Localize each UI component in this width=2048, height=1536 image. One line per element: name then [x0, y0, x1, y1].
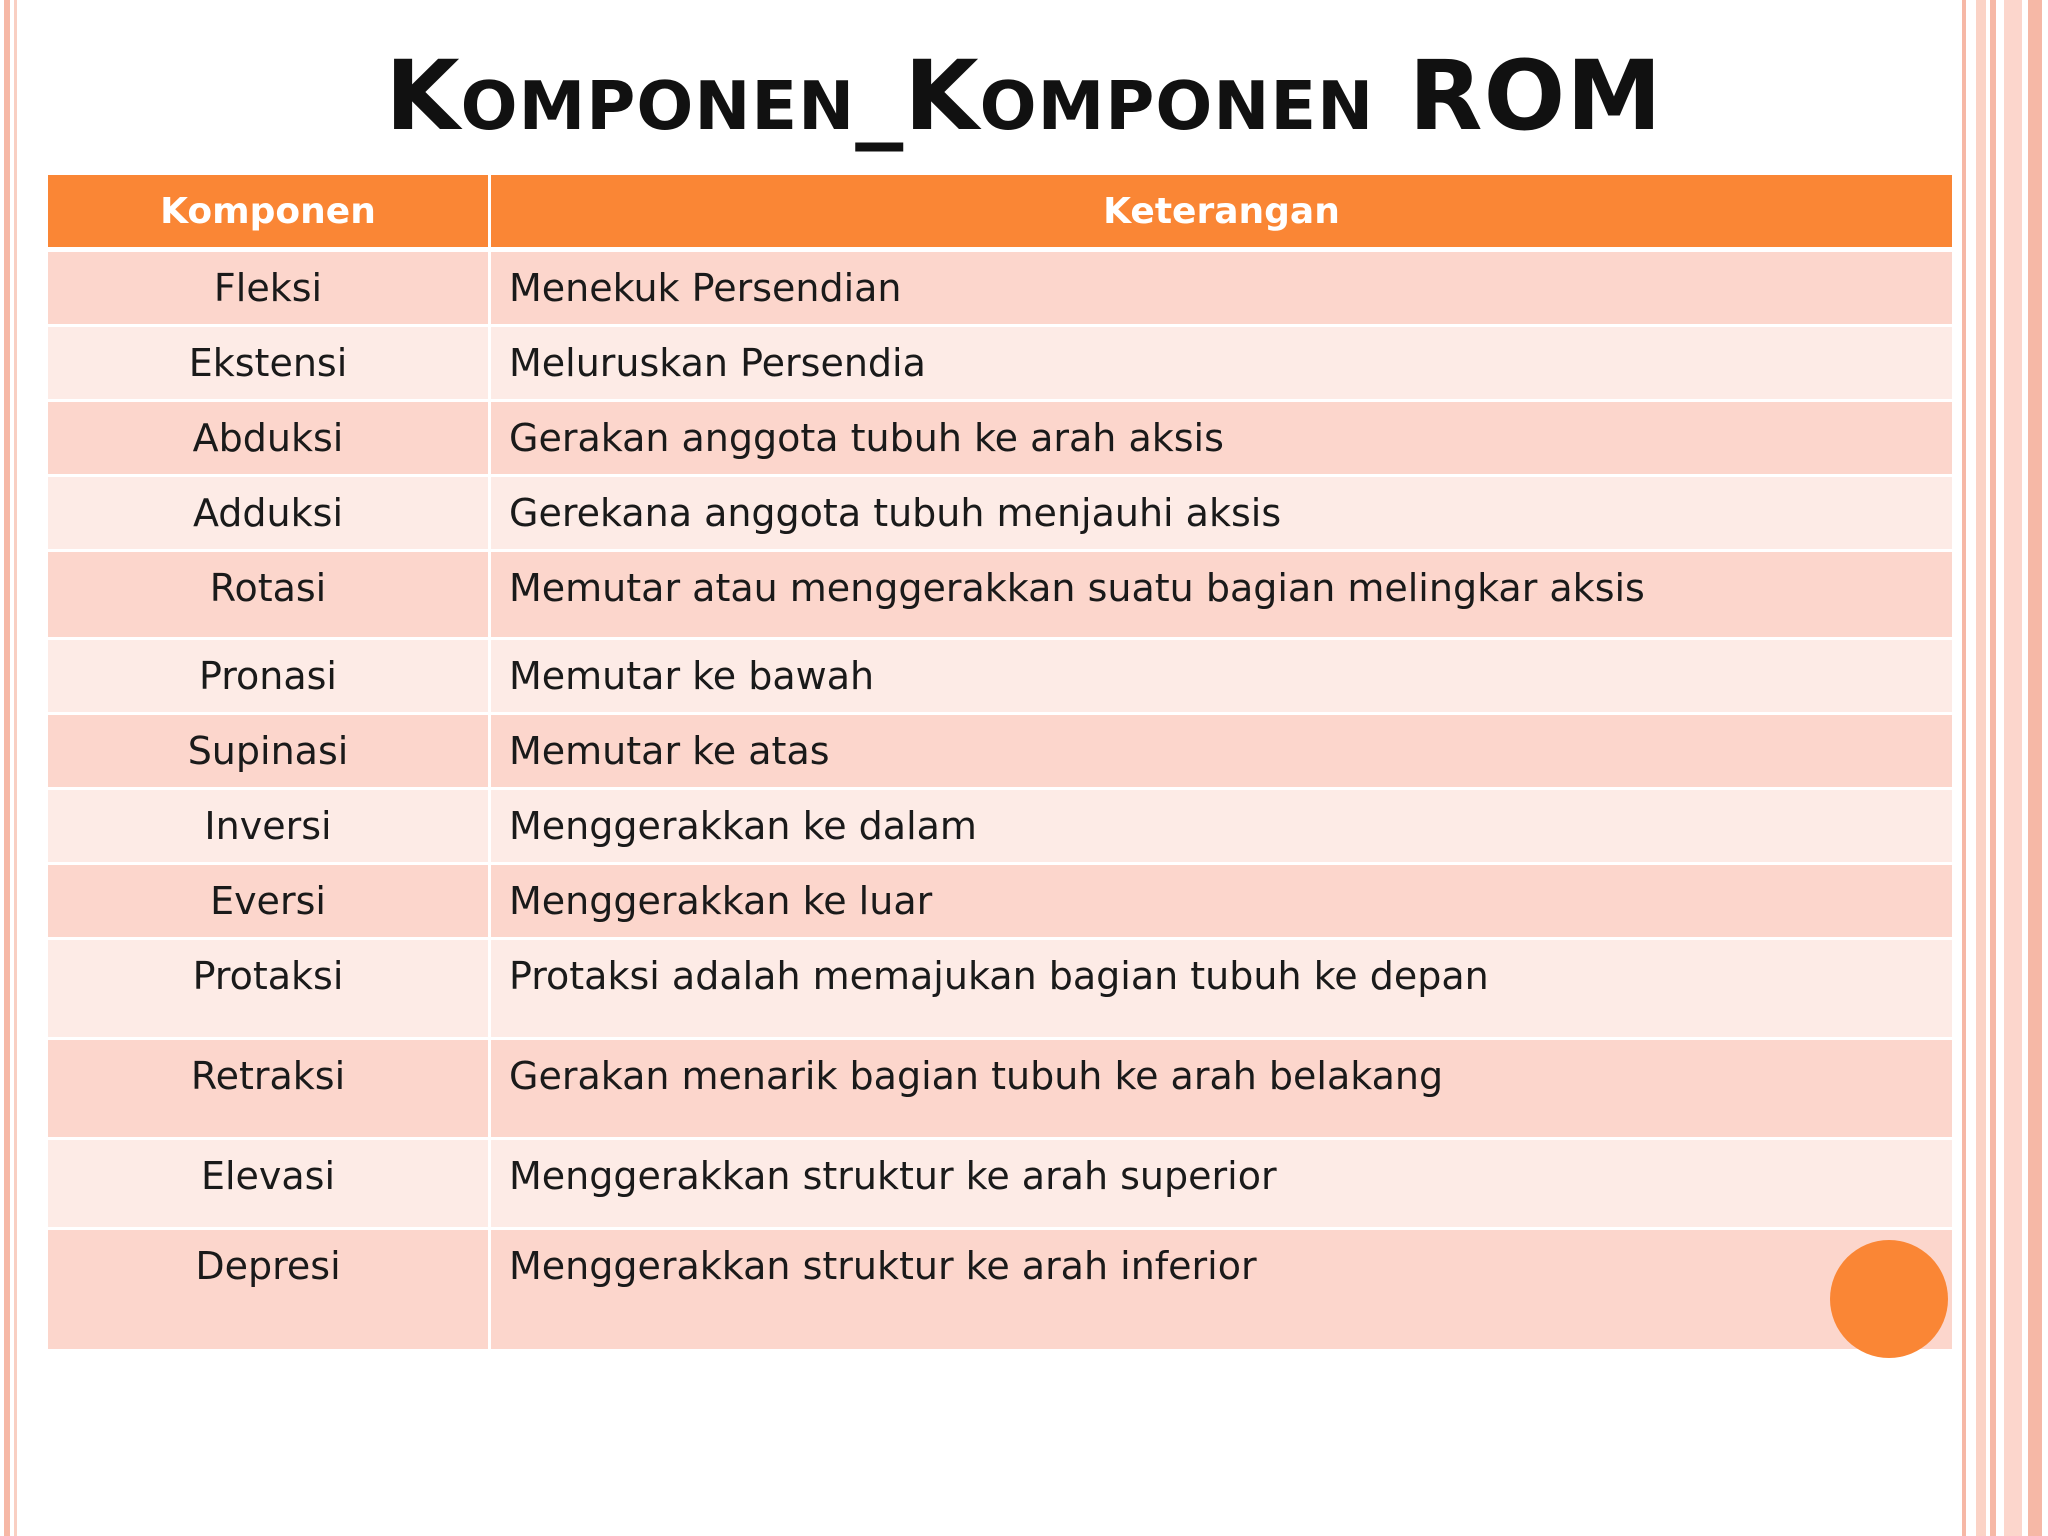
table-row: [48, 1040, 1952, 1140]
komponen-cell: Eversi: [48, 865, 491, 940]
left-decorative-stripe-thin: [14, 0, 17, 1536]
table-row: [48, 1140, 1952, 1230]
komponen-cell: Ekstensi: [48, 327, 491, 402]
rom-components-table: [48, 175, 1952, 1352]
keterangan-cell: Menggerakkan struktur ke arah superior: [491, 1140, 1952, 1230]
table-row: [48, 552, 1952, 640]
komponen-cell: Protaksi: [48, 940, 491, 1040]
column-header-keterangan: Keterangan: [491, 175, 1952, 252]
table-row: [48, 865, 1952, 940]
komponen-cell: Rotasi: [48, 552, 491, 640]
komponen-cell: Fleksi: [48, 252, 491, 327]
keterangan-cell: Gerakan anggota tubuh ke arah aksis: [491, 402, 1952, 477]
komponen-cell: Inversi: [48, 790, 491, 865]
table-header-row: [48, 175, 1952, 252]
left-decorative-stripe: [4, 0, 10, 1536]
table-row: [48, 327, 1952, 402]
column-header-komponen: Komponen: [48, 175, 491, 252]
komponen-cell: Pronasi: [48, 640, 491, 715]
keterangan-cell: Menggerakkan struktur ke arah inferior: [491, 1230, 1952, 1352]
keterangan-cell: Menggerakkan ke luar: [491, 865, 1952, 940]
table-row: [48, 640, 1952, 715]
keterangan-cell: Gerakan menarik bagian tubuh ke arah belakang: [491, 1040, 1952, 1140]
right-decorative-stripes: [1958, 0, 2048, 1536]
komponen-cell: Supinasi: [48, 715, 491, 790]
table-row: [48, 940, 1952, 1040]
keterangan-cell: Meluruskan Persendia: [491, 327, 1952, 402]
keterangan-cell: Gerekana anggota tubuh menjauhi aksis: [491, 477, 1952, 552]
slide-title: Komponen_Komponen ROM: [385, 40, 1663, 152]
table-row: [48, 790, 1952, 865]
keterangan-cell: Menggerakkan ke dalam: [491, 790, 1952, 865]
komponen-cell: Abduksi: [48, 402, 491, 477]
komponen-cell: Depresi: [48, 1230, 491, 1352]
table-row: [48, 477, 1952, 552]
komponen-cell: Retraksi: [48, 1040, 491, 1140]
keterangan-cell: Protaksi adalah memajukan bagian tubuh ke depan: [491, 940, 1952, 1040]
keterangan-cell: Memutar atau menggerakkan suatu bagian melingkar aksis: [491, 552, 1952, 640]
keterangan-cell: Memutar ke atas: [491, 715, 1952, 790]
komponen-cell: Adduksi: [48, 477, 491, 552]
keterangan-cell: Menekuk Persendian: [491, 252, 1952, 327]
table-row: [48, 1230, 1952, 1352]
keterangan-cell: Memutar ke bawah: [491, 640, 1952, 715]
komponen-cell: Elevasi: [48, 1140, 491, 1230]
table-row: [48, 715, 1952, 790]
orange-circle-decoration: [1830, 1240, 1948, 1358]
table-row: [48, 252, 1952, 327]
table-row: [48, 402, 1952, 477]
